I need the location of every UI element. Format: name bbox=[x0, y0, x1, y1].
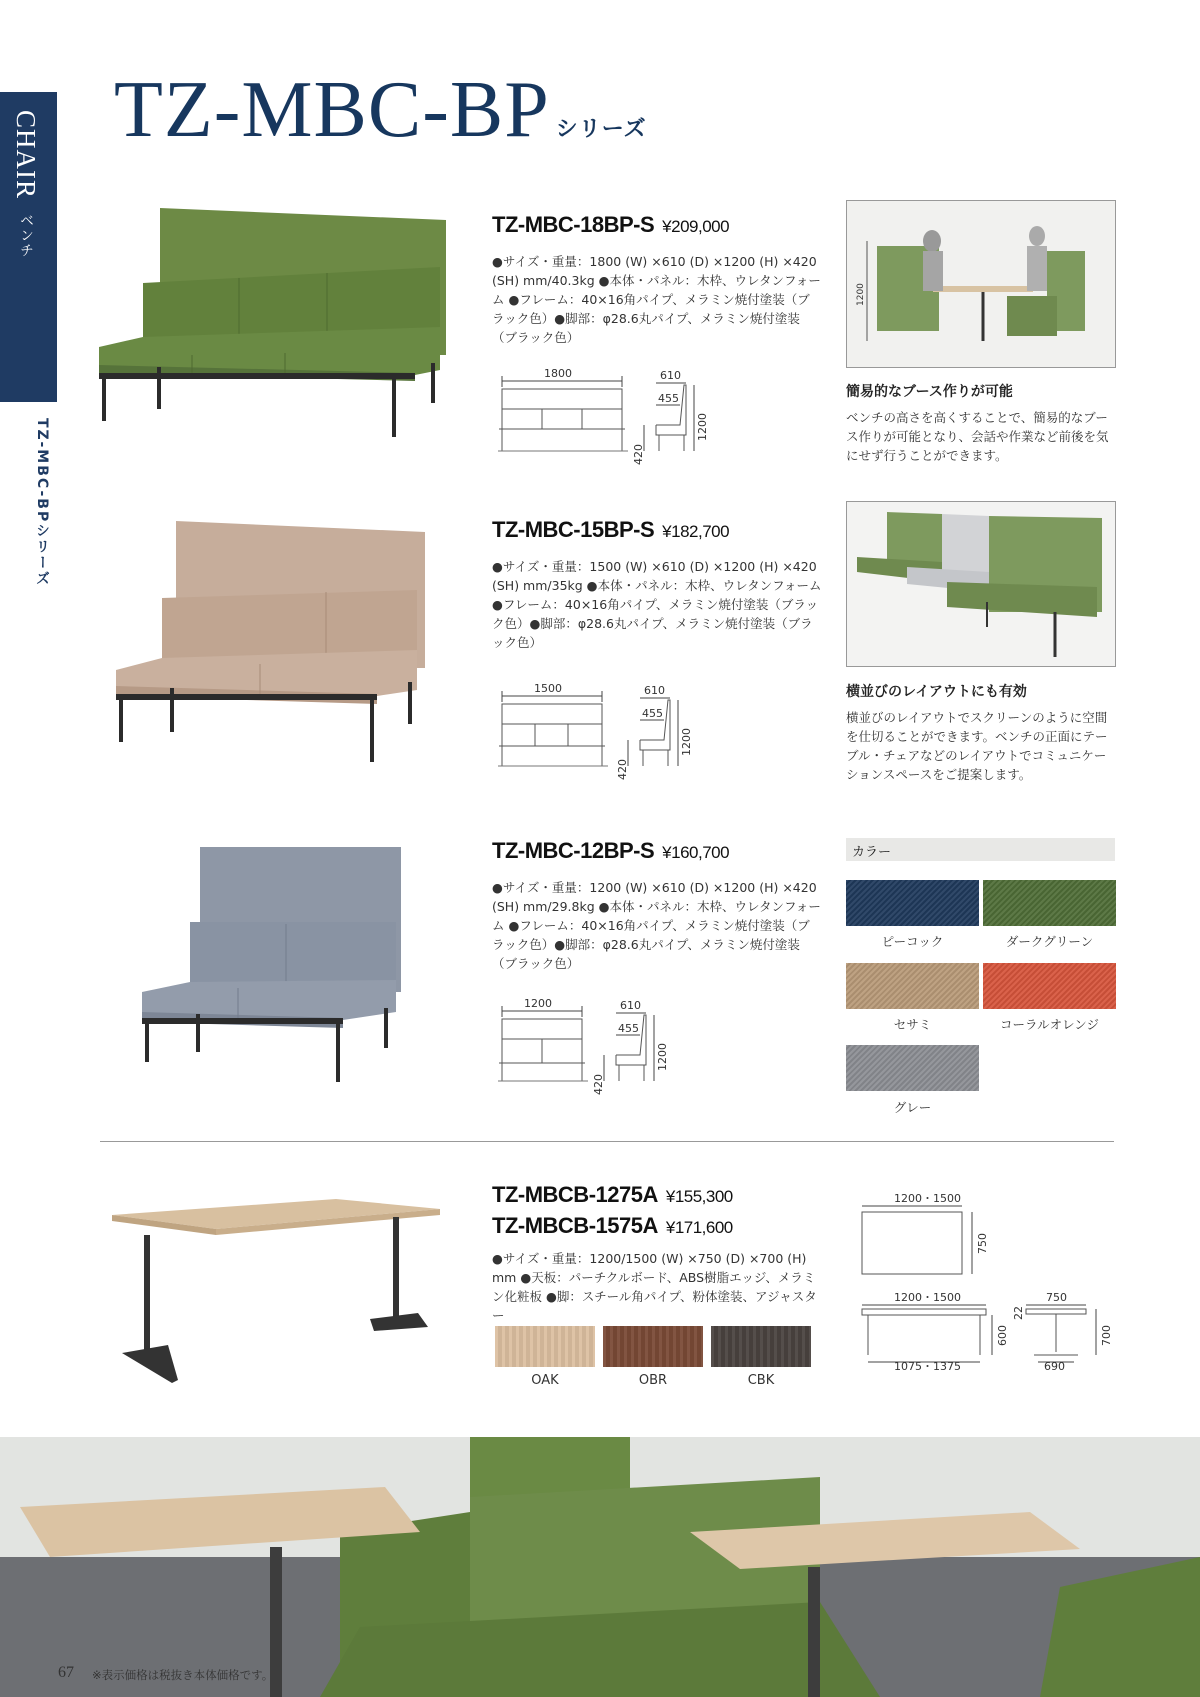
dim-seat-height: 420 bbox=[616, 759, 629, 780]
dimension-drawing-15bp bbox=[494, 680, 724, 790]
wood-finish-swatch bbox=[495, 1326, 595, 1367]
dimension-drawing-12bp bbox=[494, 995, 724, 1105]
dim-depth: 610 bbox=[644, 684, 665, 697]
color-label: ピーコック bbox=[881, 934, 944, 949]
feature-text-row: 横並びのレイアウトでスクリーンのように空間を仕切ることができます。ベンチの正面にテーブル・チェアなどのレイアウトでコミュニケーションスペースをご提案します。 bbox=[846, 710, 1108, 782]
side-series-label: TZ-MBC-BPシリーズ bbox=[34, 418, 50, 588]
product-name bbox=[492, 838, 822, 864]
bench-15bp-image bbox=[112, 518, 432, 768]
product-model: TZ-MBCB-1275A bbox=[492, 1182, 658, 1207]
wood-finish-label: CBK bbox=[747, 1373, 775, 1388]
product-spec: ●サイズ・重量：1200/1500 (W) ×750 (D) ×700 (H) mm ●天板：パーチクルボード、ABS樹脂エッジ、メラミン化粧板 ●脚：スチール角パイプ、粉体塗装、アジャスター bbox=[492, 1251, 817, 1323]
product-spec: ●サイズ・重量：1500 (W) ×610 (D) ×1200 (H) ×420 (SH) mm/35kg ●本体・パネル：木枠、ウレタンフォーム ●フレーム：40×16角パイプ、メラミン焼付塗装（ブラック色）●脚部：φ28.6丸パイプ、メラミン焼付塗装（ブラック色） bbox=[492, 559, 822, 650]
color-swatch bbox=[846, 1045, 979, 1091]
wood-finish-label: OBR bbox=[638, 1373, 668, 1388]
feature-title-booth: 簡易的なブース作りが可能 bbox=[846, 384, 1013, 400]
color-section-header: カラー bbox=[846, 838, 1115, 861]
lifestyle-photo bbox=[0, 1437, 1200, 1697]
dim-width: 1200 bbox=[524, 997, 552, 1010]
product-price: ¥155,300 bbox=[665, 1187, 733, 1206]
dim-height: 1200 bbox=[696, 413, 709, 441]
color-label: グレー bbox=[893, 1100, 932, 1115]
product-price: ¥171,600 bbox=[665, 1218, 733, 1237]
color-label: セサミ bbox=[893, 1017, 932, 1032]
dim-depth: 610 bbox=[620, 999, 641, 1012]
dim-side-depth: 750 bbox=[1046, 1291, 1067, 1304]
product-price: ¥160,700 bbox=[662, 843, 730, 862]
dim-foot-span: 690 bbox=[1044, 1360, 1065, 1372]
feature-title-row: 横並びのレイアウトにも有効 bbox=[846, 684, 1027, 700]
side-tab-label bbox=[10, 110, 41, 258]
category-label: CHAIR bbox=[11, 110, 41, 200]
dim-width: 1500 bbox=[534, 682, 562, 695]
product-15bp bbox=[492, 517, 822, 652]
wood-finish-label: OAK bbox=[531, 1373, 559, 1388]
dim-depth: 610 bbox=[660, 369, 681, 382]
dim-top-width: 1200・1500 bbox=[894, 1192, 961, 1205]
product-model: TZ-MBC-12BP-S bbox=[492, 838, 655, 863]
section-divider bbox=[100, 1141, 1114, 1142]
photo-height-label: 1200 bbox=[856, 283, 866, 306]
side-by-side-layout-photo bbox=[846, 501, 1116, 667]
page-title-main: TZ-MBC-BP bbox=[114, 66, 550, 154]
table-image bbox=[108, 1195, 448, 1395]
dim-seat-depth: 455 bbox=[658, 392, 679, 405]
dim-seat-height: 420 bbox=[592, 1074, 605, 1095]
bench-12bp-image bbox=[138, 842, 408, 1097]
dim-height: 1200 bbox=[656, 1043, 669, 1071]
product-18bp bbox=[492, 212, 822, 347]
dim-front-width: 1200・1500 bbox=[894, 1291, 961, 1304]
color-label: コーラルオレンジ bbox=[999, 1017, 1099, 1032]
bench-18bp-image bbox=[95, 205, 455, 455]
product-12bp bbox=[492, 838, 822, 973]
dimension-drawing-18bp bbox=[494, 365, 724, 475]
page-title bbox=[114, 66, 647, 154]
product-model: TZ-MBCB-1575A bbox=[492, 1213, 658, 1238]
product-price: ¥182,700 bbox=[662, 522, 730, 541]
dim-top-depth: 750 bbox=[976, 1233, 989, 1254]
table-dimension-drawing bbox=[846, 1192, 1116, 1372]
product-model: TZ-MBC-15BP-S bbox=[492, 517, 655, 542]
product-name bbox=[492, 1213, 822, 1239]
product-spec: ●サイズ・重量：1800 (W) ×610 (D) ×1200 (H) ×420 (SH) mm/40.3kg ●本体・パネル：木枠、ウレタンフォーム ●フレーム：40×16角パイプ、メラミン焼付塗装（ブラック色）●脚部：φ28.6丸パイプ、メラミン焼付塗装（ブラック色） bbox=[492, 254, 821, 345]
feature-text-booth: ベンチの高さを高くすることで、簡易的なブース作りが可能となり、会話や作業など前後を気にせず行うことができます。 bbox=[846, 410, 1109, 463]
booth-layout-photo bbox=[846, 200, 1116, 368]
color-swatch bbox=[983, 880, 1116, 926]
product-spec: ●サイズ・重量：1200 (W) ×610 (D) ×1200 (H) ×420 (SH) mm/29.8kg ●本体・パネル：木枠、ウレタンフォーム ●フレーム：40×16角パイプ、メラミン焼付塗装（ブラック色）●脚部：φ28.6丸パイプ、メラミン焼付塗装（ブラック色） bbox=[492, 880, 821, 971]
page-number: 67 bbox=[58, 1664, 74, 1681]
product-price: ¥209,000 bbox=[662, 217, 730, 236]
category-sub-label: ベンチ bbox=[18, 212, 34, 258]
dim-under-height: 600 bbox=[996, 1325, 1009, 1346]
product-name bbox=[492, 1182, 822, 1208]
page-title-suffix: シリーズ bbox=[555, 117, 647, 142]
dim-seat-depth: 455 bbox=[642, 707, 663, 720]
side-category-tab bbox=[0, 92, 57, 402]
table-product bbox=[492, 1182, 822, 1325]
price-footnote: ※表示価格は税抜き本体価格です。 bbox=[92, 1668, 274, 1682]
product-name bbox=[492, 517, 822, 543]
product-name bbox=[492, 212, 822, 238]
color-swatch bbox=[846, 963, 979, 1009]
dim-top-thickness: 22 bbox=[1012, 1306, 1025, 1320]
dim-seat-depth: 455 bbox=[618, 1022, 639, 1035]
dim-seat-height: 420 bbox=[632, 444, 645, 465]
wood-finish-swatch bbox=[711, 1326, 811, 1367]
dim-height: 1200 bbox=[680, 728, 693, 756]
color-swatch bbox=[983, 963, 1116, 1009]
wood-finish-swatch bbox=[603, 1326, 703, 1367]
product-model: TZ-MBC-18BP-S bbox=[492, 212, 655, 237]
color-swatch bbox=[846, 880, 979, 926]
dim-leg-span: 1075・1375 bbox=[894, 1360, 961, 1372]
dim-height: 700 bbox=[1100, 1325, 1113, 1346]
color-label: ダークグリーン bbox=[1005, 934, 1094, 949]
dim-width: 1800 bbox=[544, 367, 572, 380]
